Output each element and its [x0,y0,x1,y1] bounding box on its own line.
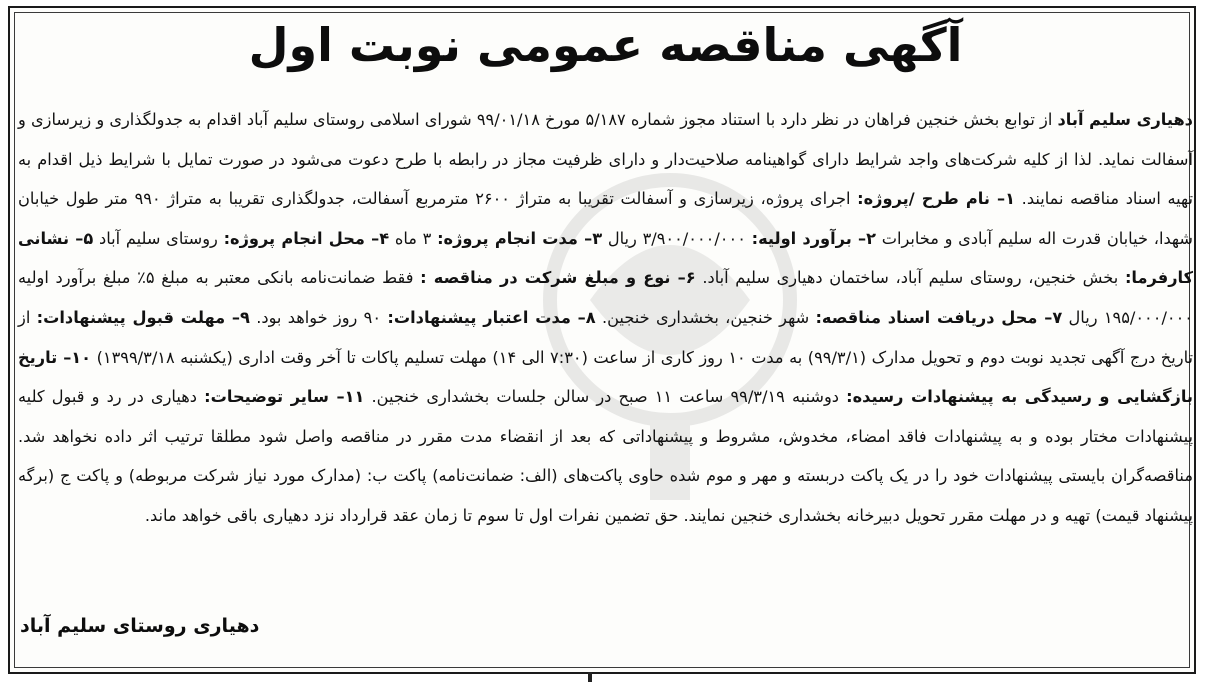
item-5-text: بخش خنجین، روستای سلیم آباد، ساختمان دهیاری سلیم آباد. [695,268,1125,288]
item-9-text: از تاریخ درج آگهی تجدید نوبت دوم و تحویل مدارک (۹۹/۳/۱) به مدت ۱۰ روز کاری از ساعت (۷:۳۰ الی ۱۴) مهلت تسلیم پاکات تا آخر وقت اداری (یکشنبه ۱۳۹۹/۳/۱۸) [18,307,1194,367]
item-2-text: ۳/۹۰۰/۰۰۰/۰۰۰ ریال [602,228,752,248]
bottom-mark [588,672,592,682]
item-8-label: ۸– مدت اعتبار پیشنهادات: [387,307,596,327]
item-7-label: ۷– محل دریافت اسناد مناقصه: [815,307,1063,327]
item-7-text: شهر خنجین، بخشداری خنجین. [595,307,816,327]
notice-title: آگهی مناقصه عمومی نوبت اول [248,18,963,72]
item-11-label: ۱۱– سایر توضیحات: [204,387,365,407]
item-6-label: ۶– نوع و مبلغ شرکت در مناقصه : [420,268,696,288]
item-1-text: اجرای پروژه، زیرسازی و آسفالت تقریبا به متراژ ۲۶۰۰ مترمربع آسفالت، جدولگذاری تقریبا به متراژ ۹۹۰ متر طول خیابان شهدا، خیابان قدرت اله سلیم آبادی و مخابرات [18,189,1193,248]
signature: دهیاری روستای سلیم آباد [20,615,260,637]
item-2-label: ۲– برآورد اولیه: [751,228,876,248]
item-11-text: دهیاری در رد و قبول کلیه پیشنهادات مختار بوده و به پیشنهادات فاقد امضاء، مخدوش، مشروط و پیشنهاداتی که بعد از انقضاء مدت مقرر در مناقصه واصل شود مطلقا ترتیب اثر داده نخواهد شد. مناقصه‌گران بایستی پیشنهادات خود را در یک پاکت دربسته و مهر و موم شده حاوی پاکت‌های (الف: ضمانت‌نامه) پاکت ب: (مدارک مورد نیاز شرکت مربوطه) و پاکت ج (برگه پیشنهاد قیمت) تهیه و در مهلت مقرر تحویل دبیرخانه بخشداری خنجین نمایند. حق تضمین نفرات اول تا سوم تا زمان عقد قرارداد نزد دهیاری باقی خواهد ماند. [18,387,1193,525]
item-1-label: ۱– نام طرح /پروژه: [857,189,1016,209]
lead-name: دهیاری سلیم آباد [1057,110,1193,129]
item-10-text: دوشنبه ۹۹/۳/۱۹ ساعت ۱۱ صبح در سالن جلسات بخشداری خنجین. [364,387,847,407]
intro-text: از توابع بخش خنجین فراهان در نظر دارد با استناد مجوز شماره ۵/۱۸۷ مورخ ۹۹/۰۱/۱۸ شورای اسلامی روستای سلیم آباد اقدام به جدولگذاری و زیرسازی و آسفالت نماید. لذا از کلیه شرکت‌های واجد شرایط دارای گواهینامه صلاحیت‌دار و دارای ظرفیت مجاز در رابطه با طرح دعوت می‌شود در صورت تمایل با شرایط ذیل اقدام به تهیه اسناد مناقصه نمایند. [18,110,1193,209]
item-9-label: ۹– مهلت قبول پیشنهادات: [36,307,250,327]
item-10-label: ۱۰– تاریخ بازگشایی و رسیدگی به پیشنهادات رسیده: [18,347,1194,407]
item-3-label: ۳– مدت انجام پروژه: [437,228,603,248]
item-4-label: ۴– محل انجام پروژه: [223,228,390,248]
item-6-text: فقط ضمانت‌نامه بانکی معتبر به مبلغ ۵٪ مبلغ برآورد اولیه ۱۹۵/۰۰۰/۰۰۰ ریال [18,268,1193,327]
item-5-label: ۵– نشانی کارفرما: [18,228,1194,288]
item-3-text: ۳ ماه [389,228,438,248]
item-4-text: روستای سلیم آباد [93,228,224,248]
notice-body [18,100,1193,536]
item-8-text: ۹۰ روز خواهد بود. [249,307,388,327]
